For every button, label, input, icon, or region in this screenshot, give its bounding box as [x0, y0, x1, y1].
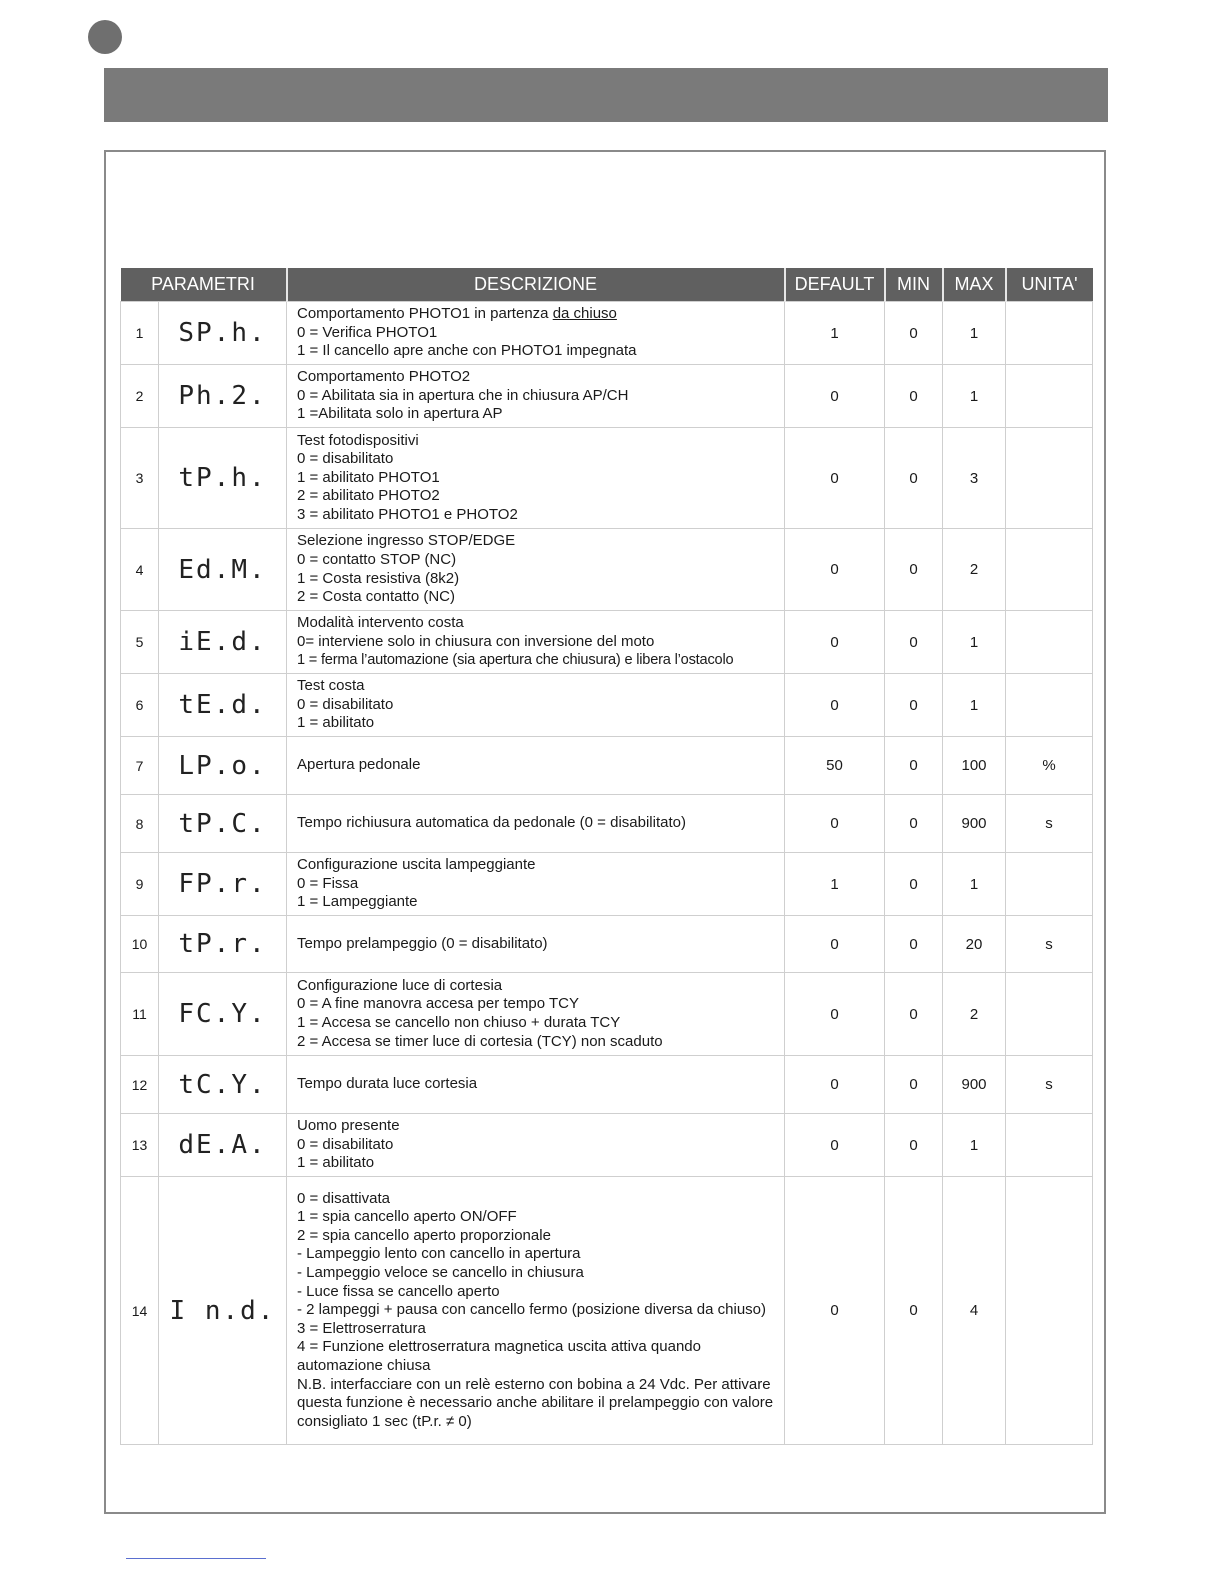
column-header-min: MIN [885, 268, 943, 302]
description-line: - 2 lampeggi + pausa con cancello fermo (posizione diversa da chiuso) [297, 1301, 767, 1319]
description-line: Uomo presente [297, 1117, 400, 1135]
table-row [121, 674, 1093, 737]
table-header-row [121, 268, 1093, 302]
default-value: 1 [785, 853, 885, 916]
row-number: 4 [121, 529, 159, 611]
description-line: N.B. interfacciare con un relè esterno con bobina a 24 Vdc. Per attivare questa funzione è necessario anche abilitare il prelampeggio con valore consigliato 1 sec (tP.r. ≠ 0) [297, 1375, 774, 1430]
row-description [287, 611, 785, 674]
description-line: Selezione ingresso STOP/EDGE [297, 532, 516, 550]
min-value: 0 [885, 302, 943, 365]
min-value: 0 [885, 365, 943, 428]
default-value: 0 [785, 973, 885, 1056]
default-value: 0 [785, 916, 885, 973]
unit-value [1006, 1114, 1093, 1177]
display-code: tP.r. [159, 916, 287, 973]
description-line: 1 = spia cancello aperto ON/OFF [297, 1208, 517, 1226]
row-number: 12 [121, 1056, 159, 1114]
description-line: 0 = A fine manovra accesa per tempo TCY [297, 995, 579, 1013]
row-number: 6 [121, 674, 159, 737]
default-value: 1 [785, 302, 885, 365]
row-description [287, 365, 785, 428]
row-description [287, 737, 785, 795]
description-line: 1 = Accesa se cancello non chiuso + durata TCY [297, 1014, 621, 1031]
max-value: 1 [943, 1114, 1006, 1177]
min-value: 0 [885, 853, 943, 916]
row-number: 2 [121, 365, 159, 428]
default-value: 0 [785, 1114, 885, 1177]
row-number: 8 [121, 795, 159, 853]
unit-value [1006, 1177, 1093, 1445]
table-row [121, 795, 1093, 853]
row-number: 14 [121, 1177, 159, 1445]
unit-value [1006, 853, 1093, 916]
description-line: 1 = Costa resistiva (8k2) [297, 569, 460, 587]
min-value: 0 [885, 611, 943, 674]
default-value: 0 [785, 795, 885, 853]
row-description [287, 1177, 785, 1445]
max-value: 1 [943, 674, 1006, 737]
min-value: 0 [885, 1114, 943, 1177]
display-code: tP.h. [159, 428, 287, 529]
max-value: 900 [943, 1056, 1006, 1114]
description-line: 1 =Abilitata solo in apertura AP [297, 405, 503, 423]
default-value: 0 [785, 1056, 885, 1114]
description-line: 1 = Lampeggiante [297, 893, 418, 911]
min-value: 0 [885, 973, 943, 1056]
display-code: Ed.M. [159, 529, 287, 611]
unit-value [1006, 611, 1093, 674]
default-value: 0 [785, 1177, 885, 1445]
display-code: tE.d. [159, 674, 287, 737]
default-value: 0 [785, 611, 885, 674]
row-description [287, 916, 785, 973]
row-number: 3 [121, 428, 159, 529]
column-header-descrizione: DESCRIZIONE [287, 268, 785, 302]
description-line: 2 = Accesa se timer luce di cortesia (TCY) non scaduto [297, 1032, 663, 1050]
column-header-max: MAX [943, 268, 1006, 302]
display-code: tP.C. [159, 795, 287, 853]
max-value: 900 [943, 795, 1006, 853]
display-code: dE.A. [159, 1114, 287, 1177]
row-number: 7 [121, 737, 159, 795]
description-line: 0 = disabilitato [297, 695, 394, 713]
description-line: 4 = Funzione elettroserratura magnetica uscita attiva quando automazione chiusa [297, 1338, 701, 1374]
min-value: 0 [885, 795, 943, 853]
row-number: 11 [121, 973, 159, 1056]
row-description [287, 1056, 785, 1114]
unit-value [1006, 302, 1093, 365]
display-code: tC.Y. [159, 1056, 287, 1114]
description-line: 1 = abilitato [297, 1154, 375, 1172]
description-line: 0 = disabilitato [297, 450, 394, 468]
display-code: I n.d. [159, 1177, 287, 1445]
description-line: Tempo richiusura automatica da pedonale (0 = disabilitato) [297, 814, 686, 832]
unit-value [1006, 529, 1093, 611]
description-line: - Luce fissa se cancello aperto [297, 1282, 500, 1300]
description-line: 0 = disattivata [297, 1189, 390, 1207]
min-value: 0 [885, 737, 943, 795]
description-line: 0 = Fissa [297, 874, 359, 892]
description-line: 0 = contatto STOP (NC) [297, 550, 457, 568]
unit-value: s [1006, 1056, 1093, 1114]
description-line: Comportamento PHOTO1 in partenza da chiuso [297, 305, 617, 323]
description-line: 3 = Elettroserratura [297, 1319, 426, 1337]
description-line: 1 = abilitato PHOTO1 [297, 468, 440, 486]
default-value: 0 [785, 674, 885, 737]
row-description [287, 529, 785, 611]
display-code: SP.h. [159, 302, 287, 365]
description-line: 0 = Abilitata sia in apertura che in chiusura AP/CH [297, 386, 629, 404]
parameters-table [120, 268, 1093, 1445]
description-line: Configurazione luce di cortesia [297, 976, 503, 994]
display-code: iE.d. [159, 611, 287, 674]
max-value: 1 [943, 302, 1006, 365]
underlined-text: da chiuso [552, 305, 617, 323]
row-description [287, 302, 785, 365]
max-value: 1 [943, 853, 1006, 916]
row-description [287, 428, 785, 529]
page-marker-dot [88, 20, 122, 54]
default-value: 0 [785, 529, 885, 611]
max-value: 20 [943, 916, 1006, 973]
unit-value [1006, 428, 1093, 529]
max-value: 4 [943, 1177, 1006, 1445]
row-number: 5 [121, 611, 159, 674]
description-line: 0= interviene solo in chiusura con inversione del moto [297, 632, 655, 650]
description-line: 1 = ferma l’automazione (sia apertura che chiusura) e libera l’ostacolo [297, 652, 734, 669]
column-header-unita: UNITA' [1006, 268, 1093, 302]
max-value: 1 [943, 611, 1006, 674]
table-row [121, 737, 1093, 795]
description-line: 0 = Verifica PHOTO1 [297, 323, 438, 341]
description-line: Comportamento PHOTO2 [297, 368, 471, 386]
default-value: 50 [785, 737, 885, 795]
table-row [121, 1056, 1093, 1114]
table-row [121, 973, 1093, 1056]
description-line: 2 = Costa contatto (NC) [297, 588, 455, 606]
table-row [121, 1177, 1093, 1445]
description-line: - Lampeggio veloce se cancello in chiusura [297, 1264, 584, 1282]
description-line: 2 = spia cancello aperto proporzionale [297, 1226, 551, 1244]
row-description [287, 1114, 785, 1177]
description-line: Apertura pedonale [297, 756, 421, 774]
min-value: 0 [885, 428, 943, 529]
table-row [121, 1114, 1093, 1177]
unit-value: s [1006, 795, 1093, 853]
unit-value: % [1006, 737, 1093, 795]
table-row [121, 428, 1093, 529]
table-row [121, 302, 1093, 365]
description-line: Test costa [297, 677, 365, 695]
min-value: 0 [885, 529, 943, 611]
min-value: 0 [885, 674, 943, 737]
unit-value [1006, 973, 1093, 1056]
description-line: Configurazione uscita lampeggiante [297, 856, 536, 874]
display-code: Ph.2. [159, 365, 287, 428]
description-line: Test fotodispositivi [297, 431, 419, 449]
unit-value [1006, 674, 1093, 737]
max-value: 3 [943, 428, 1006, 529]
min-value: 0 [885, 1177, 943, 1445]
table-row [121, 365, 1093, 428]
row-description [287, 853, 785, 916]
row-description [287, 973, 785, 1056]
header-banner [104, 68, 1108, 122]
description-line: Tempo durata luce cortesia [297, 1075, 478, 1093]
row-description [287, 795, 785, 853]
description-line: Modalità intervento costa [297, 614, 464, 632]
default-value: 0 [785, 428, 885, 529]
column-header-default: DEFAULT [785, 268, 885, 302]
default-value: 0 [785, 365, 885, 428]
footer-rule [126, 1558, 266, 1559]
row-number: 1 [121, 302, 159, 365]
row-number: 9 [121, 853, 159, 916]
min-value: 0 [885, 916, 943, 973]
max-value: 100 [943, 737, 1006, 795]
max-value: 1 [943, 365, 1006, 428]
display-code: LP.o. [159, 737, 287, 795]
table-row [121, 529, 1093, 611]
description-line: 2 = abilitato PHOTO2 [297, 487, 440, 505]
display-code: FP.r. [159, 853, 287, 916]
description-line: 1 = abilitato [297, 714, 375, 732]
description-line: 1 = Il cancello apre anche con PHOTO1 impegnata [297, 342, 637, 360]
table-row [121, 611, 1093, 674]
unit-value [1006, 365, 1093, 428]
max-value: 2 [943, 529, 1006, 611]
description-line: Tempo prelampeggio (0 = disabilitato) [297, 934, 548, 952]
max-value: 2 [943, 973, 1006, 1056]
min-value: 0 [885, 1056, 943, 1114]
description-line: 0 = disabilitato [297, 1135, 394, 1153]
table-row [121, 853, 1093, 916]
row-number: 13 [121, 1114, 159, 1177]
description-line: 3 = abilitato PHOTO1 e PHOTO2 [297, 505, 518, 523]
description-line: - Lampeggio lento con cancello in apertura [297, 1245, 581, 1263]
table-row [121, 916, 1093, 973]
row-description [287, 674, 785, 737]
row-number: 10 [121, 916, 159, 973]
display-code: FC.Y. [159, 973, 287, 1056]
column-header-parametri: PARAMETRI [121, 268, 287, 302]
unit-value: s [1006, 916, 1093, 973]
